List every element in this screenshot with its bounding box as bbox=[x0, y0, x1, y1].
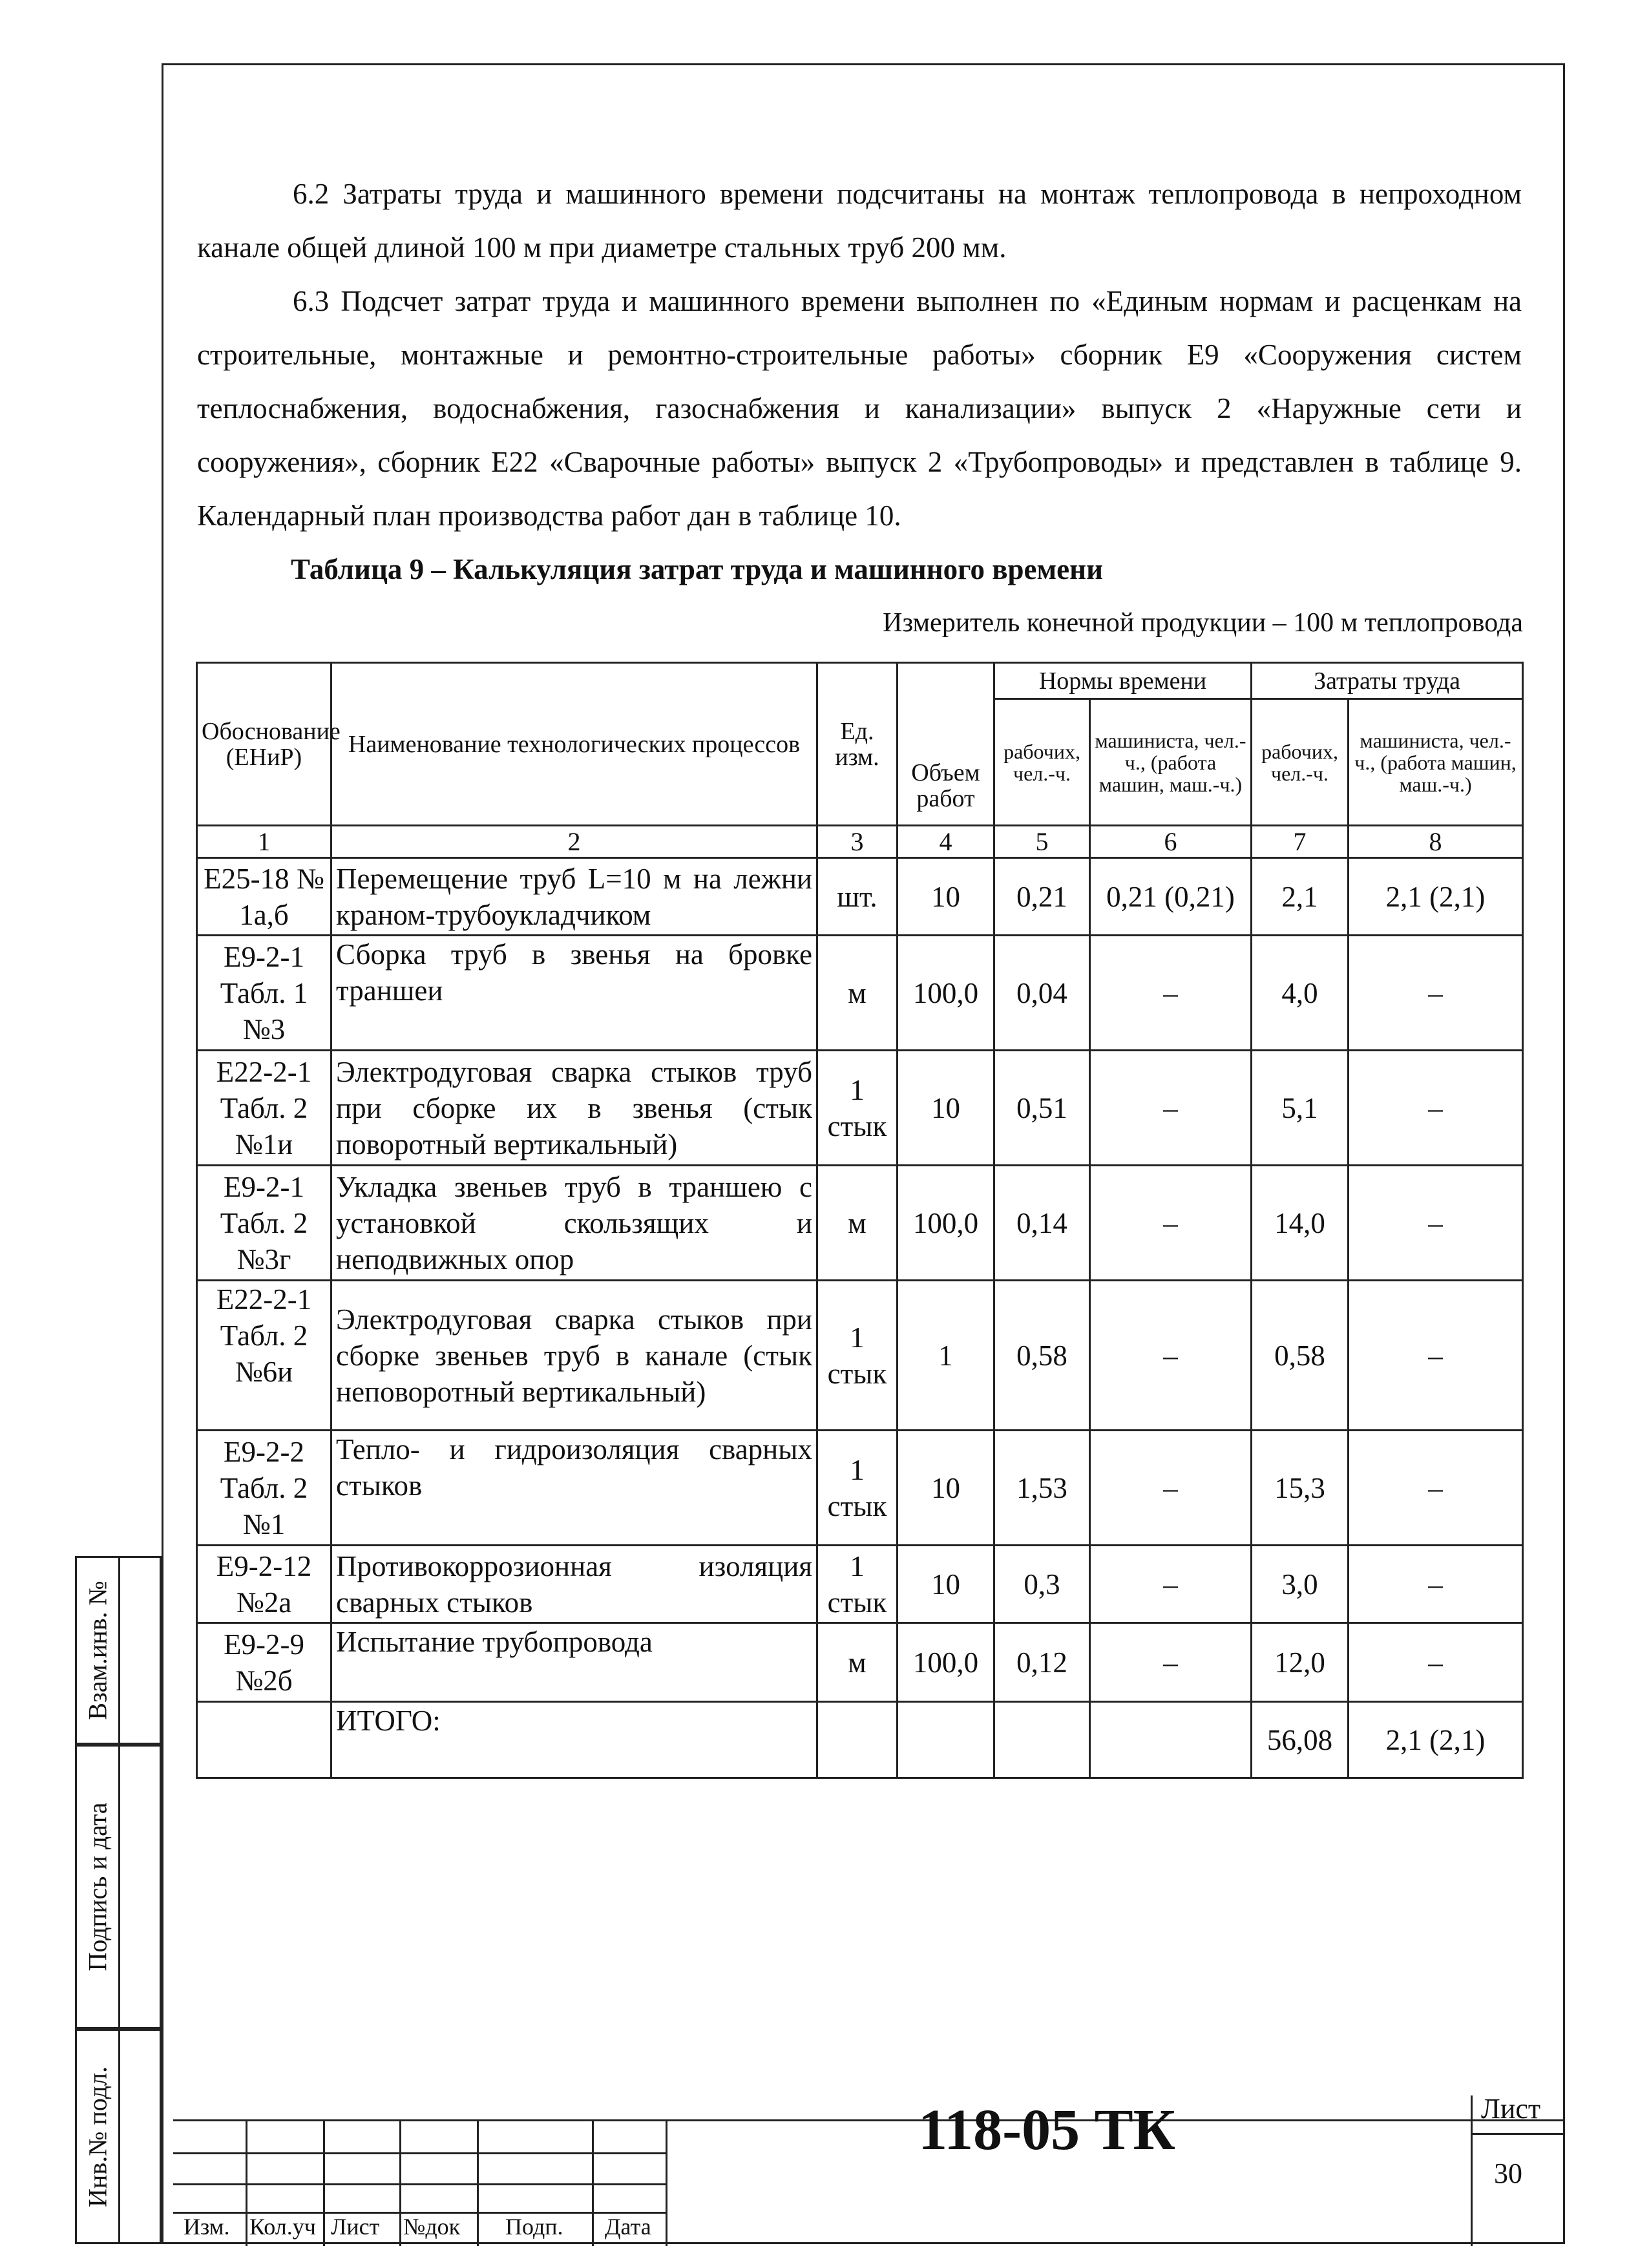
cell-cost-workers: 14,0 bbox=[1252, 1166, 1349, 1281]
cell-cost-workers: 0,58 bbox=[1252, 1281, 1349, 1431]
cell-norm-machinist: 0,21 (0,21) bbox=[1090, 858, 1252, 936]
cell-unit: 1 стык bbox=[817, 1051, 898, 1166]
cell-name: Противокоррозионная изоляция сварных стыков bbox=[331, 1546, 817, 1623]
cell-empty bbox=[994, 1702, 1090, 1778]
cell-name: Тепло- и гидроизоляция сварных стыков bbox=[331, 1431, 817, 1546]
cell-basis: Е9-2-1 Табл. 1 №3 bbox=[197, 936, 331, 1051]
stamp-col-ndok: №док bbox=[403, 2214, 461, 2240]
cell-empty bbox=[1090, 1702, 1252, 1778]
cell-unit: м bbox=[817, 936, 898, 1051]
header-costs-workers: рабочих, чел.-ч. bbox=[1252, 699, 1349, 826]
stamp-label-vzam: Взам.инв. № bbox=[83, 1580, 112, 1720]
col-number: 2 bbox=[331, 826, 817, 858]
cell-cost-machinist: – bbox=[1349, 936, 1523, 1051]
table-row bbox=[197, 936, 1523, 1051]
table-row bbox=[197, 1431, 1523, 1546]
cell-norm-machinist: – bbox=[1090, 1166, 1252, 1281]
cell-unit: м bbox=[817, 1166, 898, 1281]
col-number: 3 bbox=[817, 826, 898, 858]
stamp-side-vzam bbox=[75, 1556, 162, 1745]
cell-cost-workers: 5,1 bbox=[1252, 1051, 1349, 1166]
cell-name: Укладка звеньев труб в траншею с установкой скользящих и неподвижных опор bbox=[331, 1166, 817, 1281]
table-total-row bbox=[197, 1702, 1523, 1778]
cell-cost-machinist: – bbox=[1349, 1166, 1523, 1281]
header-norms: Нормы времени bbox=[994, 663, 1252, 699]
cell-norm-workers: 0,3 bbox=[994, 1546, 1090, 1623]
header-unit: Ед. изм. bbox=[817, 663, 898, 826]
cell-norm-workers: 0,21 bbox=[994, 858, 1090, 936]
cell-cost-machinist: – bbox=[1349, 1051, 1523, 1166]
stamp-col-kolich: Кол.уч bbox=[249, 2214, 316, 2240]
table-row bbox=[197, 1546, 1523, 1623]
cell-norm-machinist: – bbox=[1090, 1623, 1252, 1702]
cell-norm-workers: 0,51 bbox=[994, 1051, 1090, 1166]
stamp-label-inv: Инв.№ подл. bbox=[83, 2066, 112, 2207]
cell-basis: Е22-2-1 Табл. 2 №6и bbox=[197, 1281, 331, 1431]
cell-cost-machinist: – bbox=[1349, 1546, 1523, 1623]
cell-name: Электродуговая сварка стыков труб при сборке их в звенья (стык поворотный вертикальный) bbox=[331, 1051, 817, 1166]
cell-norm-workers: 0,14 bbox=[994, 1166, 1090, 1281]
sheet-number: 30 bbox=[1494, 2158, 1522, 2189]
table-row bbox=[197, 1166, 1523, 1281]
header-volume: Объем работ bbox=[898, 663, 994, 826]
cell-name: Перемещение труб L=10 м на лежни краном-трубоукладчиком bbox=[331, 858, 817, 936]
cell-name: Сборка труб в звенья на бровке траншеи bbox=[331, 936, 817, 1051]
cell-norm-workers: 0,58 bbox=[994, 1281, 1090, 1431]
cell-basis: Е9-2-2 Табл. 2 №1 bbox=[197, 1431, 331, 1546]
cell-cost-workers: 2,1 bbox=[1252, 858, 1349, 936]
cell-unit: 1 стык bbox=[817, 1281, 898, 1431]
cell-unit: 1 стык bbox=[817, 1431, 898, 1546]
header-basis: Обоснование (ЕНиР) bbox=[197, 663, 331, 826]
cell-volume: 1 bbox=[898, 1281, 994, 1431]
cell-volume: 10 bbox=[898, 858, 994, 936]
cell-norm-workers: 0,04 bbox=[994, 936, 1090, 1051]
cell-cost-workers: 15,3 bbox=[1252, 1431, 1349, 1546]
labor-cost-table bbox=[196, 662, 1524, 1779]
cell-norm-machinist: – bbox=[1090, 936, 1252, 1051]
table-meter-note: Измеритель конечной продукции – 100 м теплопровода bbox=[883, 608, 1523, 638]
cell-basis: Е25-18 № 1а,б bbox=[197, 858, 331, 936]
col-number: 7 bbox=[1252, 826, 1349, 858]
col-number: 8 bbox=[1349, 826, 1523, 858]
total-label: ИТОГО: bbox=[331, 1702, 817, 1778]
cell-norm-workers: 1,53 bbox=[994, 1431, 1090, 1546]
sheet-label: Лист bbox=[1481, 2093, 1541, 2125]
total-cost-workers: 56,08 bbox=[1252, 1702, 1349, 1778]
cell-cost-workers: 3,0 bbox=[1252, 1546, 1349, 1623]
table-row bbox=[197, 1623, 1523, 1702]
cell-name: Электродуговая сварка стыков при сборке звеньев труб в канале (стык неповоротный вертикальный) bbox=[331, 1281, 817, 1431]
col-number: 5 bbox=[994, 826, 1090, 858]
document-code: 118-05 ТК bbox=[918, 2098, 1175, 2162]
cell-empty bbox=[898, 1702, 994, 1778]
cell-norm-machinist: – bbox=[1090, 1546, 1252, 1623]
cell-cost-machinist: – bbox=[1349, 1281, 1523, 1431]
col-number: 1 bbox=[197, 826, 331, 858]
header-norms-workers: рабочих, чел.-ч. bbox=[994, 699, 1090, 826]
table-caption: Таблица 9 – Калькуляция затрат труда и машинного времени bbox=[291, 553, 1104, 585]
cell-cost-workers: 4,0 bbox=[1252, 936, 1349, 1051]
cell-basis: Е22-2-1 Табл. 2 №1и bbox=[197, 1051, 331, 1166]
table-row bbox=[197, 1051, 1523, 1166]
cell-norm-machinist: – bbox=[1090, 1051, 1252, 1166]
stamp-side-podpis bbox=[75, 1745, 162, 2029]
cell-unit: шт. bbox=[817, 858, 898, 936]
stamp-label-podpis: Подпись и дата bbox=[83, 1802, 112, 1971]
cell-cost-machinist: – bbox=[1349, 1431, 1523, 1546]
cell-basis: Е9-2-1 Табл. 2 №3г bbox=[197, 1166, 331, 1281]
cell-volume: 100,0 bbox=[898, 1623, 994, 1702]
header-costs: Затраты труда bbox=[1252, 663, 1523, 699]
cell-name: Испытание трубопровода bbox=[331, 1623, 817, 1702]
header-norms-machinist: машиниста, чел.-ч., (работа машин, маш.-ч.) bbox=[1090, 699, 1252, 826]
cell-basis: Е9-2-12 №2а bbox=[197, 1546, 331, 1623]
cell-norm-machinist: – bbox=[1090, 1431, 1252, 1546]
cell-unit: 1 стык bbox=[817, 1546, 898, 1623]
cell-unit: м bbox=[817, 1623, 898, 1702]
cell-basis: Е9-2-9 №2б bbox=[197, 1623, 331, 1702]
col-number: 4 bbox=[898, 826, 994, 858]
cell-volume: 10 bbox=[898, 1546, 994, 1623]
stamp-col-izm: Изм. bbox=[184, 2214, 230, 2240]
stamp-side-inv bbox=[75, 2029, 162, 2244]
cell-volume: 10 bbox=[898, 1431, 994, 1546]
cell-norm-machinist: – bbox=[1090, 1281, 1252, 1431]
cell-volume: 100,0 bbox=[898, 936, 994, 1051]
header-name: Наименование технологических процессов bbox=[331, 663, 817, 826]
cell-cost-machinist: 2,1 (2,1) bbox=[1349, 858, 1523, 936]
cell-norm-workers: 0,12 bbox=[994, 1623, 1090, 1702]
total-cost-machinist: 2,1 (2,1) bbox=[1349, 1702, 1523, 1778]
header-costs-machinist: машиниста, чел.-ч., (работа машин, маш.-ч.) bbox=[1349, 699, 1523, 826]
stamp-col-podp: Подп. bbox=[505, 2214, 563, 2240]
cell-empty bbox=[197, 1702, 331, 1778]
stamp-col-list: Лист bbox=[331, 2214, 380, 2240]
paragraph-6-3: 6.3 Подсчет затрат труда и машинного времени выполнен по «Единым нормам и расценкам на строительные, монтажные и ремонтно-строительные работы» сборник Е9 «Сооружения систем теплоснабжения, водоснабжения, газоснабжения и канализации» выпуск 2 «Наружные сети и сооружения», сборник Е22 «Сварочные работы» выпуск 2 «Трубопроводы» и представлен в таблице 9. Календарный план производства работ дан в таблице 10. bbox=[197, 285, 1522, 532]
col-number: 6 bbox=[1090, 826, 1252, 858]
paragraph-6-2: 6.2 Затраты труда и машинного времени подсчитаны на монтаж теплопровода в непроходном канале общей длиной 100 м при диаметре стальных труб 200 мм. bbox=[197, 178, 1522, 264]
cell-empty bbox=[817, 1702, 898, 1778]
cell-volume: 100,0 bbox=[898, 1166, 994, 1281]
stamp-col-data: Дата bbox=[605, 2214, 651, 2240]
cell-cost-machinist: – bbox=[1349, 1623, 1523, 1702]
cell-volume: 10 bbox=[898, 1051, 994, 1166]
table-row bbox=[197, 858, 1523, 936]
cell-cost-workers: 12,0 bbox=[1252, 1623, 1349, 1702]
table-row bbox=[197, 1281, 1523, 1431]
